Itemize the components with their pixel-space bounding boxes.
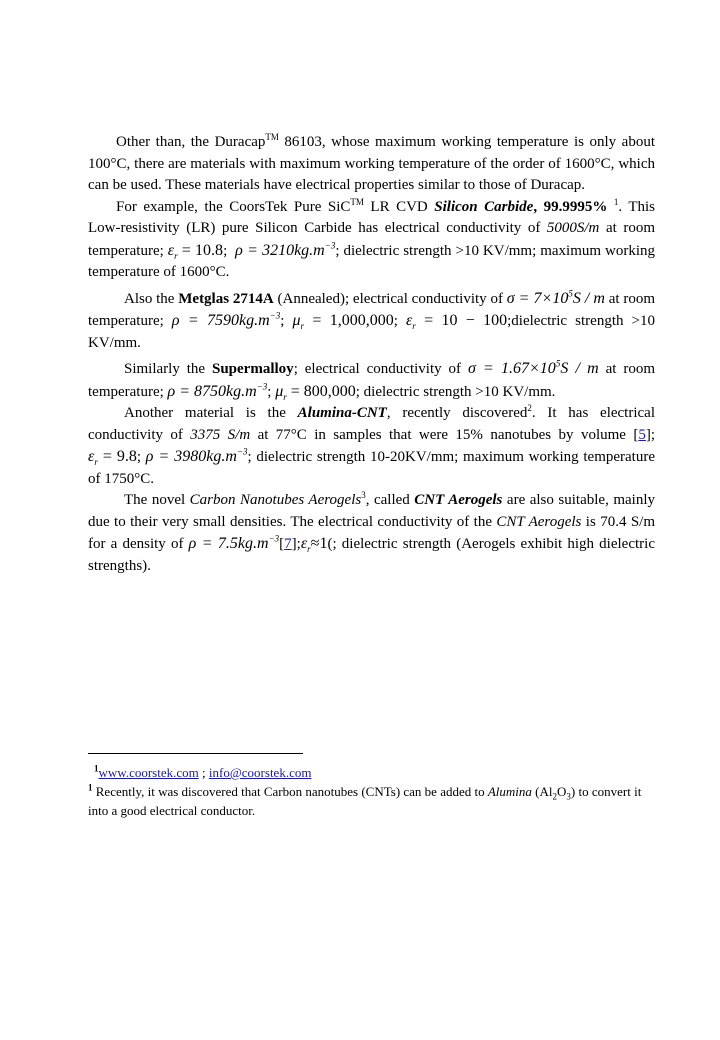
text: ; [280,313,293,329]
footnote-marker: 3 [361,490,366,500]
email-link[interactable]: info@coorstek.com [208,765,312,780]
subscript: 3 [566,791,571,802]
text: (Al [531,784,553,799]
permittivity-formula: $\varepsilon_r = 10 - 100$ [405,312,508,332]
text: Similarly the [124,361,212,377]
text: , [533,198,544,215]
text: Also the [124,290,179,307]
material-short-name: CNT Aerogels [496,513,582,530]
conductivity-value: 5000S/m [546,220,600,236]
material-name: Supermalloy [212,361,294,377]
paragraph-metglas [88,288,655,355]
text: Another material is the [124,405,298,421]
material-name: Carbon Nanotubes Aerogels [189,492,362,508]
text: LR CVD [363,198,435,215]
footnote-marker: 2 [527,403,532,413]
text: , recently discovered [386,405,528,421]
material-name: Silicon Carbide [434,198,534,215]
paragraph-duracap [88,132,655,197]
text: ; [198,765,209,780]
text: O [557,784,567,799]
text: is 70.4 S/m for a density of [88,513,656,552]
text: at room temperature; [88,290,655,329]
reference-link[interactable]: 5 [638,426,646,443]
purity-value: 99.9995% [543,198,608,215]
text: (; dielectric strength (Aerogels exhibit high dielectric strengths). [88,536,655,574]
text: ; electrical conductivity of [293,361,468,377]
footnotes [88,763,655,820]
text: . It has electrical conductivity of [88,405,655,443]
permittivity-formula: $\varepsilon_r = 10.8$ [167,241,224,261]
text: ) to convert it into a good electrical conductor. [88,784,642,818]
text: ;dielectric strength >10 KV/mm. [88,313,656,351]
trademark-superscript: TM [265,132,279,142]
text: The novel [124,492,190,508]
density-formula: $\rho = 8750kg.m^{-3}$ [167,381,268,400]
text: ; dielectric strength >10 KV/mm; maximum working temperature of 1600°C. [88,242,656,280]
conductivity-value: 3375 S/m [190,426,251,443]
text: ; [393,313,406,329]
text: Other than, the Duracap [116,134,266,150]
text: ; dielectric strength 10-20KV/mm; maximum working temperature of 1750°C. [88,449,655,487]
permittivity-formula: $\varepsilon_r = 9.8$ [88,448,137,468]
permeability-formula: $\mu_r = 800,000$ [275,382,356,402]
density-formula: $\rho = 7590kg.m^{-3}$ [171,310,281,329]
paragraph-alumina-cnt [88,403,655,490]
text: at room temperature; [88,361,655,400]
paragraph-cnt-aerogels [88,490,655,577]
document-body [88,132,655,577]
text: ; dielectric strength >10 KV/mm. [355,383,556,400]
website-link[interactable]: www.coorstek.com [98,765,199,780]
text: ; [136,449,146,465]
paragraph-silicon-carbide: For example, the CoorsTek Pure SiC™ LR CVD Silicon Carbide, 99.9995% $^1$. This Low-resistivity (LR) pure Silicon Carbide has electrical conductivity of 5000S/m at room temperature; $\varepsilon_r = 10.8$; $\rho = 3210kg.m^{-3}$; dielectric strength >10 KV/mm; maximum working temperature of 1600°C. [88,196,656,280]
footnote-separator [88,753,303,754]
text: For example, the CoorsTek Pure SiC [116,198,351,215]
material-name: Alumina [487,784,532,799]
text: [ [279,536,285,552]
material-short-name: CNT Aerogels [414,492,503,508]
text: Recently, it was discovered that Carbon nanotubes (CNTs) can be added to [92,784,488,799]
text: are also suitable, mainly due to their very small densities. The electrical conductivity of the [88,492,655,530]
text: , called [365,492,415,508]
text: 86103, whose maximum working temperature is only about 100°C, there are materials with maximum working temperature of the order of 1600°C, which can be used. These materials have electrical properties similar to those of Duracap. [88,134,655,193]
footnote-1 [88,763,655,782]
permeability-formula: $\mu_r = 1,000,000$ [292,312,394,332]
material-name: Metglas 2714A [178,290,274,307]
text: at room temperature; [88,220,655,259]
footnote-marker: 1 [613,196,619,207]
footnote-2 [88,782,655,820]
text: (Annealed); electrical conductivity of [273,290,507,307]
permittivity-formula: $\varepsilon_r\approx 1$ [300,535,328,555]
reference-link[interactable]: 7 [284,536,292,552]
text: at 77°C in samples that were 15% nanotubes by volume [ [250,426,639,443]
text: ; [267,383,276,400]
footnote-number: 1 [88,782,93,793]
conductivity-formula: $\sigma = 7\times 10^5S / m$ [506,288,605,307]
text: . This Low-resistivity (LR) pure Silicon Carbide has electrical conductivity of [88,198,656,236]
subscript: 2 [552,791,558,802]
density-formula: $\rho = 7.5kg.m^{-3}$ [188,533,280,552]
density-formula: $\rho = 3980kg.m^{-3}$ [145,446,248,465]
footnote-number: 1 [94,763,99,774]
trademark-superscript: TM [350,196,364,207]
density-formula: $\rho = 3210kg.m^{-3}$ [235,240,336,259]
text: ]; [291,536,301,552]
paragraph-supermalloy [88,358,655,403]
text: ]; [645,426,656,443]
conductivity-formula: $\sigma = 1.67\times 10^5S / m$ [467,358,599,377]
material-name: Alumina-CNT [297,405,387,421]
